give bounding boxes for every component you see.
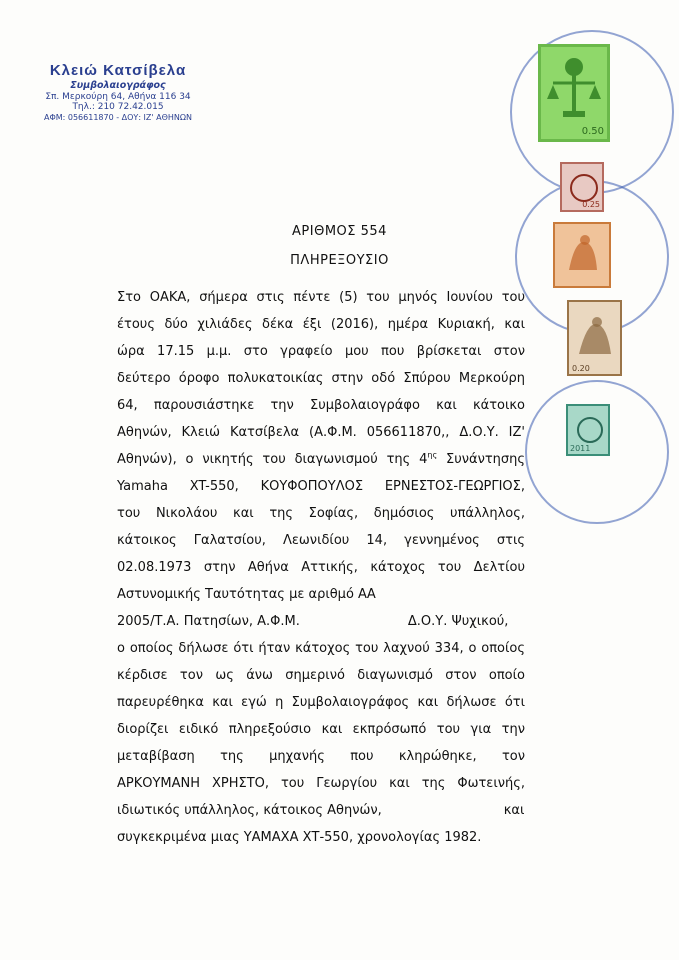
body-line: Yamaha XT-550, ΚΟΥΦΟΠΟΥΛΟΣ ΕΡΝΕΣΤΟΣ-ΓΕΩΡΓΙΟΣ, <box>117 479 525 494</box>
document-title: ΠΛΗΡΕΞΟΥΣΙΟ <box>290 253 389 268</box>
body-line: 64, παρουσιάστηκε την Συμβολαιογράφο και κάτοικο <box>117 398 525 413</box>
body-line-part: 2005/Τ.Α. Πατησίων, Α.Φ.Μ. <box>117 614 300 629</box>
body-line: διορίζει ειδικό πληρεξούσιο και εκπρόσωπό του για την <box>117 722 525 737</box>
body-line-part: και <box>503 803 525 818</box>
body-line: ΑΡΚΟΥΜΑΝΗ ΧΡΗΣΤΟ, του Γεωργίου και της Φωτεινής, <box>117 776 525 791</box>
body-line <box>117 608 525 635</box>
body-line: Αθηνών, Κλειώ Κατσίβελα (Α.Φ.Μ. 056611870,, Δ.Ο.Υ. ΙΖ' <box>117 425 525 440</box>
body-line <box>117 446 525 473</box>
body-line-part: Αθηνών), ο νικητής του διαγωνισμού της 4 <box>117 452 428 467</box>
body-line: δεύτερο όροφο πολυκατοικίας στην οδό Σπύρου Μερκούρη <box>117 371 525 386</box>
document-number: ΑΡΙΘΜΟΣ 554 <box>292 224 387 239</box>
notary-role: Συμβολαιογράφος <box>70 80 166 91</box>
stamp-teal-value: 2011 <box>570 444 591 453</box>
body-line: του Νικολάου και της Σοφίας, δημόσιος υπάλληλος, <box>117 506 525 521</box>
body-line-part: ιδιωτικός υπάλληλος, κάτοικος Αθηνών, <box>117 803 382 818</box>
notary-phone: Τηλ.: 210 72.42.015 <box>72 102 164 112</box>
justice-scales-icon <box>541 53 607 123</box>
body-line: παρευρέθηκα και εγώ η Συμβολαιογράφος και δήλωσε ότι <box>117 695 525 710</box>
body-line: Στο ΟΑΚΑ, σήμερα στις πέντε (5) του μηνός Ιουνίου του <box>117 290 525 305</box>
body-line: κάτοικος Γαλατσίου, Λεωνιδίου 14, γεννημένος στις <box>117 533 525 548</box>
body-line: συγκεκριμένα μιας ΥΑΜΑΧΑ ΧΤ-550, χρονολογίας 1982. <box>117 830 482 845</box>
body-line: μεταβίβαση της μηχανής που κληρώθηκε, τον <box>117 749 525 764</box>
body-line: ώρα 17.15 μ.μ. στο γραφείο μου που βρίσκεται στον <box>117 344 525 359</box>
body-line: κέρδισε τον ως άνω σημερινό διαγωνισμό στον οποίο <box>117 668 525 683</box>
revenue-stamp-brown <box>567 300 622 376</box>
stamp-brown-value: 0.20 <box>572 364 590 373</box>
revenue-stamp-green <box>538 44 610 142</box>
ordinal-superscript: ης <box>427 450 438 460</box>
body-line: 02.08.1973 στην Αθήνα Αττικής, κάτοχος του Δελτίου <box>117 560 525 575</box>
body-line: έτους δύο χιλιάδες δέκα έξι (2016), ημέρα Κυριακή, και <box>117 317 525 332</box>
notary-letterhead-stamp <box>18 62 218 122</box>
notary-address: Σπ. Μερκούρη 64, Αθήνα 116 34 <box>45 92 191 102</box>
body-line-part: Συνάντησης <box>437 452 526 467</box>
body-line: Αστυνομικής Ταυτότητας με αριθμό ΑΑ <box>117 587 376 602</box>
revenue-stamp-red <box>560 162 604 212</box>
notary-tax-id: ΑΦΜ: 056611870 - ΔΟΥ: ΙΖ' ΑΘΗΝΩΝ <box>43 113 193 122</box>
notary-name: Κλειώ Κατσίβελα <box>49 62 187 79</box>
stamp-red-value: 0.25 <box>582 200 600 209</box>
body-line-part: Δ.Ο.Υ. Ψυχικού, <box>407 614 509 629</box>
revenue-stamp-teal <box>566 404 610 456</box>
stamp-green-value: 0.50 <box>581 126 604 137</box>
body-line <box>117 797 525 824</box>
figure-engraving-icon <box>569 310 620 362</box>
body-line: ο οποίος δήλωσε ότι ήταν κάτοχος του λαχνού 334, ο οποίος <box>117 641 525 656</box>
document-body <box>117 284 525 851</box>
